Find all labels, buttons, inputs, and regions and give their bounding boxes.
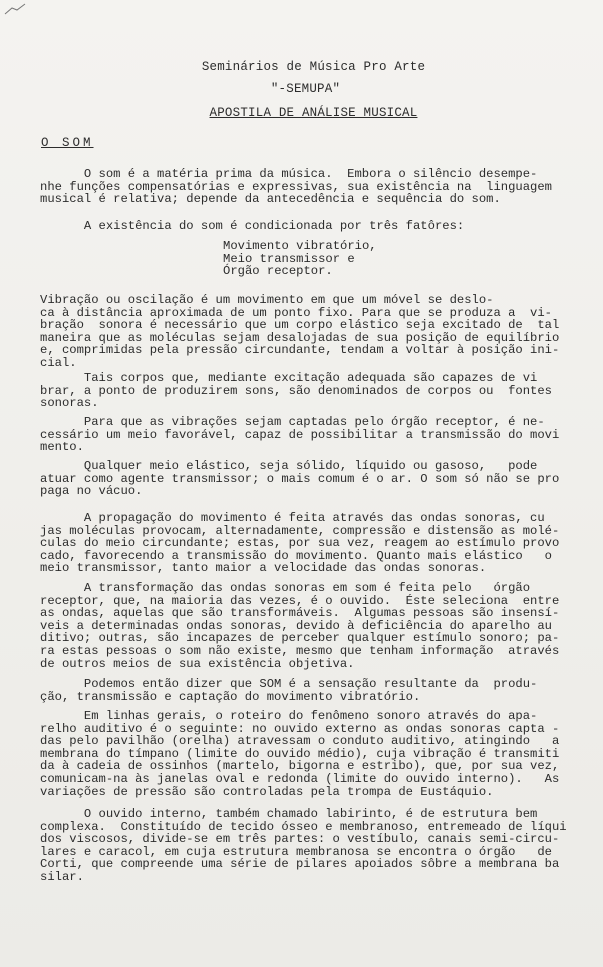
- list-item: Órgão receptor.: [223, 264, 333, 279]
- text-line: meio transmissor, tanto maior a velocidade das ondas sonoras.: [40, 561, 487, 576]
- handout-title-text: APOSTILA DE ANÁLISE MUSICAL: [209, 106, 418, 120]
- text-line: das pelo pavilhão (orelha) atravessam o conduto auditivo, atingindo a: [40, 734, 560, 749]
- paragraph-5: [40, 416, 588, 454]
- seminar-acronym: "-SEMUPA": [270, 82, 341, 96]
- text-line: membrana do tímpano (limite do ouvido médio), cuja vibração é transmiti: [40, 746, 560, 761]
- text-line: maneira que as moléculas sejam desalojadas de sua posição de equilíbrio: [40, 330, 560, 345]
- text-line: Para que as vibrações sejam captadas pelo órgão receptor, é ne-: [40, 415, 545, 429]
- text-line: Em linhas gerais, o roteiro do fenômeno sonoro através do apa-: [40, 709, 538, 723]
- paragraph-10: [40, 710, 588, 798]
- text-line: ca à distância aproximada de um ponto fixo. Para que se produza a vi-: [40, 305, 552, 320]
- paragraph-8: [40, 582, 588, 670]
- text-line: culas do meio circundante; estas, por sua vez, reagem ao estímulo provo: [40, 536, 560, 551]
- text-line: musical é relativa; depende da antecedência e sequência do som.: [40, 192, 501, 207]
- text-line: cial.: [40, 355, 77, 370]
- text-line: receptor, que, na maioria das vezes, é o ouvido. Éste seleciona entre: [40, 593, 560, 608]
- section-title: O SOM: [41, 136, 94, 150]
- paragraph-11: [40, 808, 588, 884]
- text-line: cessário um meio favorável, capaz de possibilitar a transmissão do movi: [40, 427, 560, 442]
- text-line: relho auditivo é o seguinte: no ouvido externo as ondas sonoras capta -: [40, 721, 560, 736]
- text-line: cado, favorecendo a transmissão do movimento. Quanto mais elástico o: [40, 548, 552, 563]
- text-line: bração sonora é necessário que um corpo elástico seja excitado de tal: [40, 318, 560, 333]
- text-line: dos viscosos, divide-se em três partes: o vestíbulo, canais semi-circu-: [40, 832, 560, 847]
- text-line: atuar como agente transmissor; o mais comum é o ar. O som só não se pro: [40, 471, 560, 486]
- text-line: A transformação das ondas sonoras em som é feita pelo órgão: [40, 581, 531, 595]
- text-line: e, comprimidas pela pressão circundante, tendam a voltar à posição ini-: [40, 343, 560, 358]
- text-line: nhe funções compensatórias e expressivas, sua existência na linguagem: [40, 179, 552, 194]
- text-line: sonoras.: [40, 396, 99, 411]
- text-line: veis a determinadas ondas sonoras, devido à deficiência do aparelho au: [40, 618, 552, 633]
- text-line: O som é a matéria prima da música. Embora o silêncio desempe-: [40, 167, 538, 181]
- text-line: Vibração ou oscilação é um movimento em que um móvel se deslo-: [40, 293, 494, 307]
- text-line: O ouvido interno, também chamado labirinto, é de estrutura bem: [40, 807, 538, 821]
- paragraph-7: [40, 512, 588, 575]
- text-line: Qualquer meio elástico, seja sólido, líquido ou gasoso, pode: [40, 459, 538, 473]
- seminar-title: Seminários de Música Pro Arte: [201, 60, 426, 74]
- text-line: ção, transmissão e captação do movimento vibratório.: [40, 689, 421, 704]
- list-item: Meio transmissor e: [223, 251, 355, 266]
- text-line: lares e caracol, em cuja estrutura membranosa se encontra o órgão de: [40, 844, 552, 859]
- handout-title: [12, 106, 603, 120]
- paragraph-6: [40, 460, 588, 498]
- text-line: A existência do som é condicionada por três fatôres:: [40, 219, 465, 233]
- paragraph-2: [40, 220, 588, 233]
- corner-pen-mark: [4, 2, 26, 16]
- text-line: mento.: [40, 440, 84, 455]
- paragraph-1: [40, 168, 588, 206]
- paragraph-9: [40, 678, 588, 703]
- text-line: silar.: [40, 869, 84, 884]
- list-item: Movimento vibratório,: [223, 239, 377, 253]
- text-line: jas moléculas provocam, alternadamente, compressão e distensão as molé-: [40, 523, 560, 538]
- text-line: Corti, que compreende uma série de pilares apoiados sôbre a membrana ba: [40, 857, 560, 872]
- factors-list: [223, 240, 377, 278]
- text-line: Podemos então dizer que SOM é a sensação resultante da produ-: [40, 677, 538, 691]
- text-line: comunicam-na às janelas oval e redonda (limite do ouvido interno). As: [40, 771, 560, 786]
- text-line: paga no vácuo.: [40, 484, 143, 499]
- text-line: Tais corpos que, mediante excitação adequada são capazes de vi: [40, 371, 538, 385]
- text-line: ditivo; outras, são incapazes de perceber qualquer estímulo sonoro; pa-: [40, 631, 560, 646]
- text-line: as ondas, aquelas que são transformáveis. Algumas pessoas são insensí-: [40, 606, 560, 621]
- text-line: ra estas pessoas o som não existe, mesmo que tenham informação através: [40, 643, 560, 658]
- text-line: A propagação do movimento é feita através das ondas sonoras, cu: [40, 511, 545, 525]
- text-line: brar, a ponto de produzirem sons, são denominados de corpos ou fontes: [40, 383, 552, 398]
- text-line: complexa. Constituído de tecido ósseo e membranoso, entremeado de líqui: [40, 819, 567, 834]
- paragraph-4: [40, 372, 588, 410]
- paragraph-3: [40, 294, 588, 370]
- text-line: de outros meios de sua existência objetiva.: [40, 656, 355, 671]
- text-line: da à cadeia de ossinhos (martelo, bigorna e estribo), que, por sua vez,: [40, 759, 560, 774]
- text-line: variações de pressão são controladas pela trompa de Eustáquio.: [40, 784, 494, 799]
